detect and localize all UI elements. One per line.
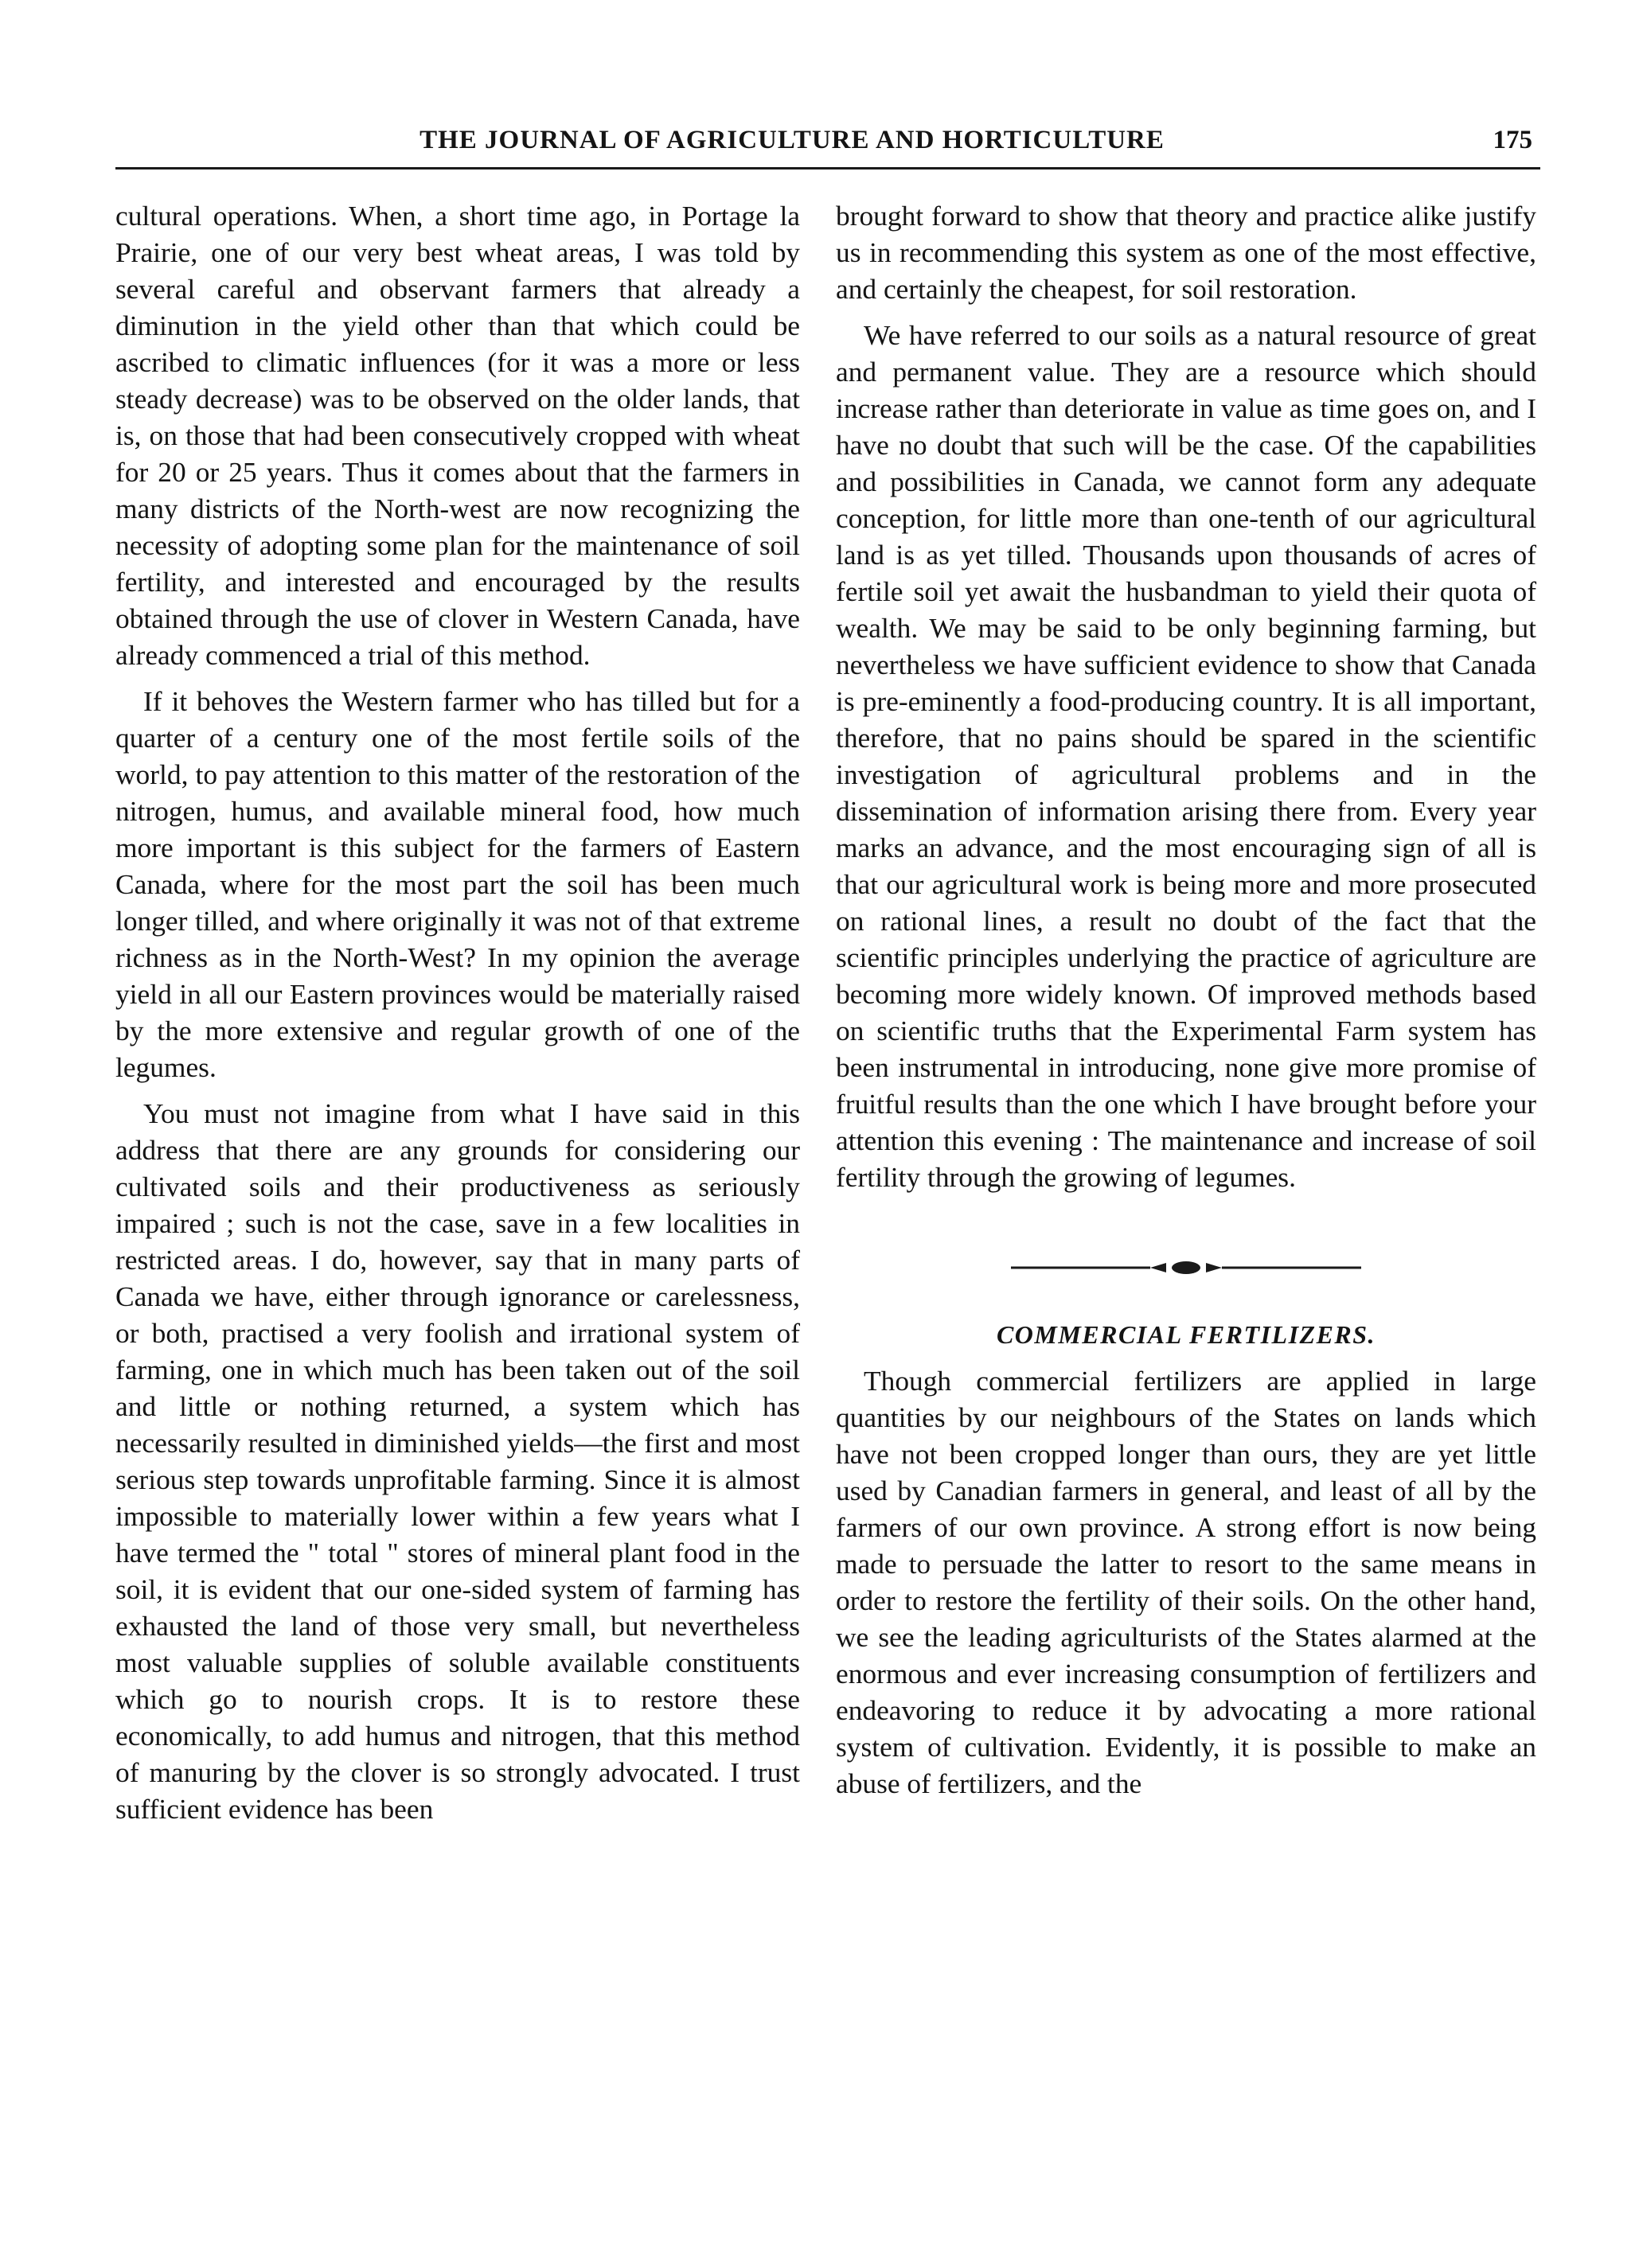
- right-column: [836, 197, 1536, 1802]
- paragraph: brought forward to show that theory and practice alike justify us in recommending this system as one of the most effective, and certainly the cheapest, for soil restoration.: [836, 200, 1536, 305]
- section-heading: COMMERCIAL FERTILIZERS.: [996, 1320, 1376, 1349]
- paragraph: You must not imagine from what I have said in this address that there are any grounds for considering our cultivated soils and their productiveness as seriously impaired ; such is not the case, save in a few localities in restricted areas. I do, however, say that in many parts of Canada we have, either through ignorance or carelessness, or both, practised a very foolish and irrational system of farming, one in which much has been taken out of the soil and little or nothing returned, a system which has necessarily resulted in diminished yields—the first and most serious step towards unprofitable farming. Since it is almost impossible to materially lower within a few years what I have termed the " total " stores of mineral plant food in the soil, it is evident that our one-sided system of farming has exhausted the land of those very small, but nevertheless most valuable supplies of soluble available constituents which go to nourish crops. It is to restore these economically, to add humus and nitrogen, that this method of manuring by the clover is so strongly advocated. I trust sufficient evidence has been: [115, 1097, 800, 1825]
- left-column: [115, 197, 800, 1827]
- paragraph: cultural operations. When, a short time ago, in Portage la Prairie, one of our very best wheat areas, I was told by several careful and observant farmers that already a diminution in the yield other than that which could be ascribed to climatic influences (for it was a more or less steady decrease) was to be observed on the older lands, that is, on those that had been consecutively cropped with wheat for 20 or 25 years. Thus it comes about that the farmers in many districts of the North-west are now recognizing the necessity of adopting some plan for the maintenance of soil fertility, and interested and encouraged by the results obtained through the use of clover in Western Canada, have already commenced a trial of this method.: [115, 200, 800, 671]
- page-number: 175: [1493, 126, 1532, 154]
- header-rule: [115, 167, 1540, 170]
- page-header: [115, 119, 1548, 167]
- running-title: THE JOURNAL OF AGRICULTURE AND HORTICULTURE: [420, 126, 1165, 154]
- section-divider-ornament: [1011, 1259, 1361, 1276]
- paragraph: Though commercial fertilizers are applied in large quantities by our neighbours of the States on lands which have not been cropped longer than ours, they are yet little used by Canadian farmers in general, and least of all by the farmers of our own province. A strong effort is now being made to persuade the latter to resort to the same means in order to restore the fertility of their soils. On the other hand, we see the leading agriculturists of the States alarmed at the enormous and ever increasing consumption of fertilizers and endeavoring to reduce it by advocating a more rational system of cultivation. Evidently, it is possible to make an abuse of fertilizers, and the: [836, 1365, 1536, 1799]
- paragraph: If it behoves the Western farmer who has tilled but for a quarter of a century one of the most fertile soils of the world, to pay attention to this matter of the restoration of the nitrogen, humus, and available mineral food, how much more important is this subject for the farmers of Eastern Canada, where for the most part the soil has been much longer tilled, and where originally it was not of that extreme richness as in the North-West? In my opinion the average yield in all our Eastern provinces would be materially raised by the more extensive and regular growth of one of the legumes.: [115, 685, 800, 1083]
- paragraph: We have referred to our soils as a natural resource of great and permanent value. They are a resource which should increase rather than deteriorate in value as time goes on, and I have no doubt that such will be the case. Of the capabilities and possibilities in Canada, we cannot form any adequate conception, for little more than one-tenth of our agricultural land is as yet tilled. Thousands upon thousands of acres of fertile soil yet await the husbandman to yield their quota of wealth. We may be said to be only beginning farming, but nevertheless we have sufficient evidence to show that Canada is pre-eminently a food-producing country. It is all important, therefore, that no pains should be spared in the scientific investigation of agricultural problems and in the dissemination of information arising there from. Every year marks an advance, and the most encouraging sign of all is that our agricultural work is being more and more prosecuted on rational lines, a result no doubt of the fact that the scientific principles underlying the practice of agriculture are becoming more widely known. Of improved methods based on scientific truths that the Experimental Farm system has been instrumental in introducing, none give more promise of fruitful results than the one which I have brought before your attention this evening : The maintenance and increase of soil fertility through the growing of legumes.: [836, 319, 1536, 1193]
